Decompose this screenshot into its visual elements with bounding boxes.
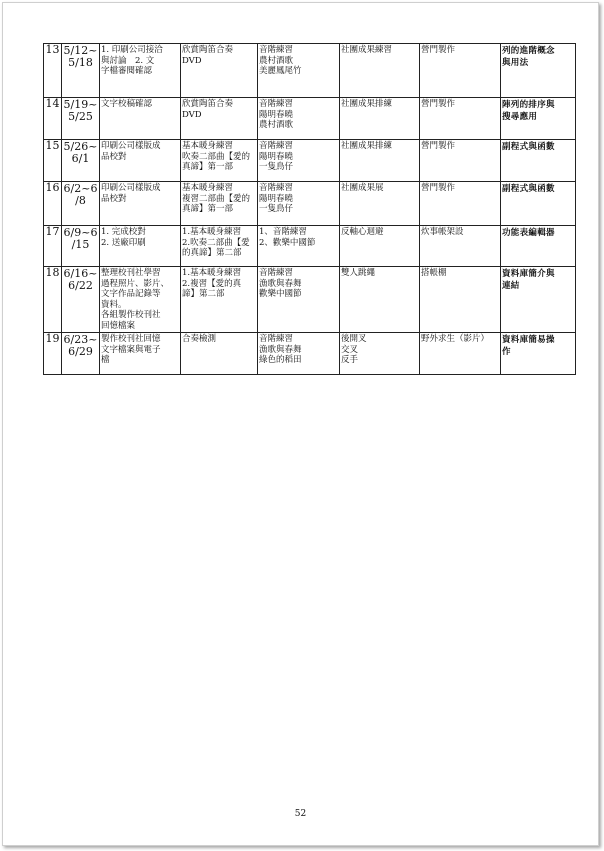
cell-text-line: 野外求生（影片） [421,334,490,344]
jump-rope-cell [340,44,420,98]
scout-activity-cell [420,267,501,333]
cell-text-line: 副程式與函數 [502,142,555,152]
cell-text-line: 吹奏二部曲【愛的 [182,151,251,162]
table-row [44,98,576,140]
cell-text-line: 印刷公司樣版成 [101,183,161,193]
cell-text-line: 與用法 [502,58,529,68]
table-row [44,182,576,226]
programming-topic-cell [501,333,576,375]
cell-text-line: 陽明春曉 [259,109,294,120]
cell-text-line: 音階練習 [259,99,294,109]
cell-text-line: 音階練習 [259,45,294,55]
schedule-table [43,43,576,375]
cell-text-line: 反手 [341,355,359,365]
cell-text-line: 2、歡樂中國節 [259,237,316,248]
date-line: /15 [71,238,90,251]
cell-text-line: 檔 [101,355,110,365]
date-range-cell [62,267,100,333]
cell-text-line: 社團成果排練 [341,99,393,109]
cell-text-line: 品校對 [101,151,127,162]
date-line: /8 [75,194,86,207]
date-range-cell [62,226,100,267]
cell-text-line: 製作校刊社回憶 [101,334,161,344]
cell-text-line: 欣賞陶笛合奏 [182,45,234,55]
cell-text-line: 營門製作 [421,99,456,109]
cell-text-line: 連結 [502,281,520,291]
cell-text-line: 字檔審閱確認 [101,66,153,76]
cell-text-line: 合奏檢測 [182,334,217,344]
cell-text-line: 漁歌與春舞 [259,278,302,289]
cell-text-line: 過程照片、影片、 [101,278,170,289]
cell-text-line: 欣賞陶笛合奏 [182,99,234,109]
cell-text-line: 諦】第二部 [182,289,225,299]
journal-club-cell [100,44,181,98]
cell-text-line: 一隻鳥仔 [259,204,294,214]
table-row [44,267,576,333]
cell-text-line: 炊事帳架設 [421,227,464,237]
programming-topic-cell [501,140,576,182]
cell-text-line: 歡樂中國節 [259,289,302,299]
cell-text-line: 後開叉 [341,334,367,344]
ocarina-club-cell [181,226,258,267]
programming-topic-cell [501,226,576,267]
music-practice-cell [258,226,340,267]
scout-activity-cell [420,98,501,140]
cell-text-line: 的真諦】第二部 [182,248,242,258]
cell-text-line: 文字作品記錄等 [101,289,161,299]
cell-text-line: 音階練習 [259,141,294,151]
cell-text-line: 功能表編輯器 [502,228,555,238]
ocarina-club-cell [181,267,258,333]
date-line: 5/26~ [63,140,98,153]
cell-text-line: 基本暖身練習 [182,141,234,151]
cell-text-line: 資料。 [101,299,127,310]
journal-club-cell [100,140,181,182]
music-practice-cell [258,333,340,375]
cell-text-line: 陽明春曉 [259,193,294,204]
table-row [44,333,576,375]
cell-text-line: 音階練習 [259,334,294,344]
programming-topic-cell [501,98,576,140]
cell-text-line: 回憶檔案 [101,320,136,331]
cell-text-line: 2.吹奏二部曲【愛 [182,237,250,248]
music-practice-cell [258,182,340,226]
table-row [44,44,576,98]
cell-text-line: 真諦】第一部 [182,204,234,214]
cell-text-line: 2. 送廠印刷 [101,237,146,248]
date-line: 5/18 [68,56,93,69]
cell-text-line: 1.基本暖身練習 [182,227,242,237]
jump-rope-cell [340,267,420,333]
cell-text-line: 印刷公司樣版成 [101,141,161,151]
cell-text-line: 農村酒歌 [259,55,294,66]
cell-text-line: 複習二部曲【愛的 [182,193,251,204]
cell-text-line: 資料庫簡易操 [502,335,555,345]
cell-text-line: 音階練習 [259,268,294,278]
cell-text-line: 與討論 2. 文 [101,55,155,66]
music-practice-cell [258,267,340,333]
cell-text-line: 真諦】第一部 [182,162,234,172]
table-row [44,140,576,182]
date-range-cell [62,98,100,140]
date-line: 6/23~ [63,333,98,346]
week-number-cell: 19 [44,333,62,375]
journal-club-cell [100,333,181,375]
date-line: 6/2~6 [63,182,98,195]
ocarina-club-cell [181,140,258,182]
cell-text-line: 陣列的排序與 [502,100,555,110]
schedule-body [44,44,576,375]
cell-text-line: 1. 完成校對 [101,227,146,237]
cell-text-line: 營門製作 [421,45,456,55]
cell-text-line: 整理校刊社學習 [101,268,161,278]
cell-text-line: 資料庫簡介與 [502,269,555,279]
ocarina-club-cell [181,44,258,98]
cell-text-line: 陽明春曉 [259,151,294,162]
cell-text-line: 列的進階概念 [502,46,555,56]
cell-text-line: 交叉 [341,344,359,355]
cell-text-line: 綠色的稻田 [259,355,302,365]
programming-topic-cell [501,44,576,98]
journal-club-cell [100,98,181,140]
table-row [44,226,576,267]
cell-text-line: DVD [182,109,202,120]
date-line: 5/12~ [63,44,98,57]
ocarina-club-cell [181,98,258,140]
week-number-cell: 18 [44,267,62,333]
cell-text-line: 社團成果練習 [341,45,393,55]
scout-activity-cell [420,140,501,182]
cell-text-line: 文字檔案與電子 [101,344,161,355]
journal-club-cell [100,226,181,267]
date-range-cell [62,182,100,226]
cell-text-line: 農村酒歌 [259,120,294,130]
week-number-cell: 13 [44,44,62,98]
programming-topic-cell [501,267,576,333]
scout-activity-cell [420,44,501,98]
programming-topic-cell [501,182,576,226]
cell-text-line: DVD [182,55,202,66]
jump-rope-cell [340,333,420,375]
date-line: 6/16~ [63,267,98,280]
date-line: 5/25 [68,110,93,123]
journal-club-cell [100,182,181,226]
cell-text-line: 1.基本暖身練習 [182,268,242,278]
scout-activity-cell [420,182,501,226]
week-number-cell: 15 [44,140,62,182]
cell-text-line: 1、音階練習 [259,227,307,237]
date-line: 6/9~6 [63,226,98,239]
date-line: 6/1 [71,152,90,165]
cell-text-line: 副程式與函數 [502,184,555,194]
music-practice-cell [258,140,340,182]
date-range-cell [62,140,100,182]
date-line: 5/19~ [63,98,98,111]
jump-rope-cell [340,140,420,182]
cell-text-line: 2.複習【愛的真 [182,278,242,289]
date-line: 6/22 [68,279,93,292]
cell-text-line: 營門製作 [421,141,456,151]
cell-text-line: 搭帳棚 [421,268,447,278]
date-line: 6/29 [68,345,93,358]
cell-text-line: 營門製作 [421,183,456,193]
scout-activity-cell [420,333,501,375]
ocarina-club-cell [181,333,258,375]
week-number-cell: 16 [44,182,62,226]
cell-text-line: 雙人跳繩 [341,268,376,278]
music-practice-cell [258,44,340,98]
week-number-cell: 14 [44,98,62,140]
cell-text-line: 1. 印刷公司接洽 [101,45,163,55]
journal-club-cell [100,267,181,333]
cell-text-line: 文字校稿確認 [101,99,153,109]
week-number-cell: 17 [44,226,62,267]
jump-rope-cell [340,182,420,226]
cell-text-line: 社團成果排練 [341,141,393,151]
cell-text-line: 漁歌與春舞 [259,344,302,355]
jump-rope-cell [340,226,420,267]
cell-text-line: 一隻鳥仔 [259,162,294,172]
cell-text-line: 品校對 [101,193,127,204]
cell-text-line: 社團成果展 [341,183,384,193]
date-range-cell [62,44,100,98]
cell-text-line: 作 [502,347,511,357]
jump-rope-cell [340,98,420,140]
scout-activity-cell [420,226,501,267]
cell-text-line: 反軸心迴避 [341,227,384,237]
cell-text-line: 搜尋應用 [502,112,538,122]
cell-text-line: 音階練習 [259,183,294,193]
cell-text-line: 美麗鳳尾竹 [259,66,302,76]
cell-text-line: 基本暖身練習 [182,183,234,193]
date-range-cell [62,333,100,375]
cell-text-line: 各組製作校刊社 [101,310,161,320]
document-page [2,2,599,846]
ocarina-club-cell [181,182,258,226]
music-practice-cell [258,98,340,140]
page-number: 52 [294,809,307,819]
